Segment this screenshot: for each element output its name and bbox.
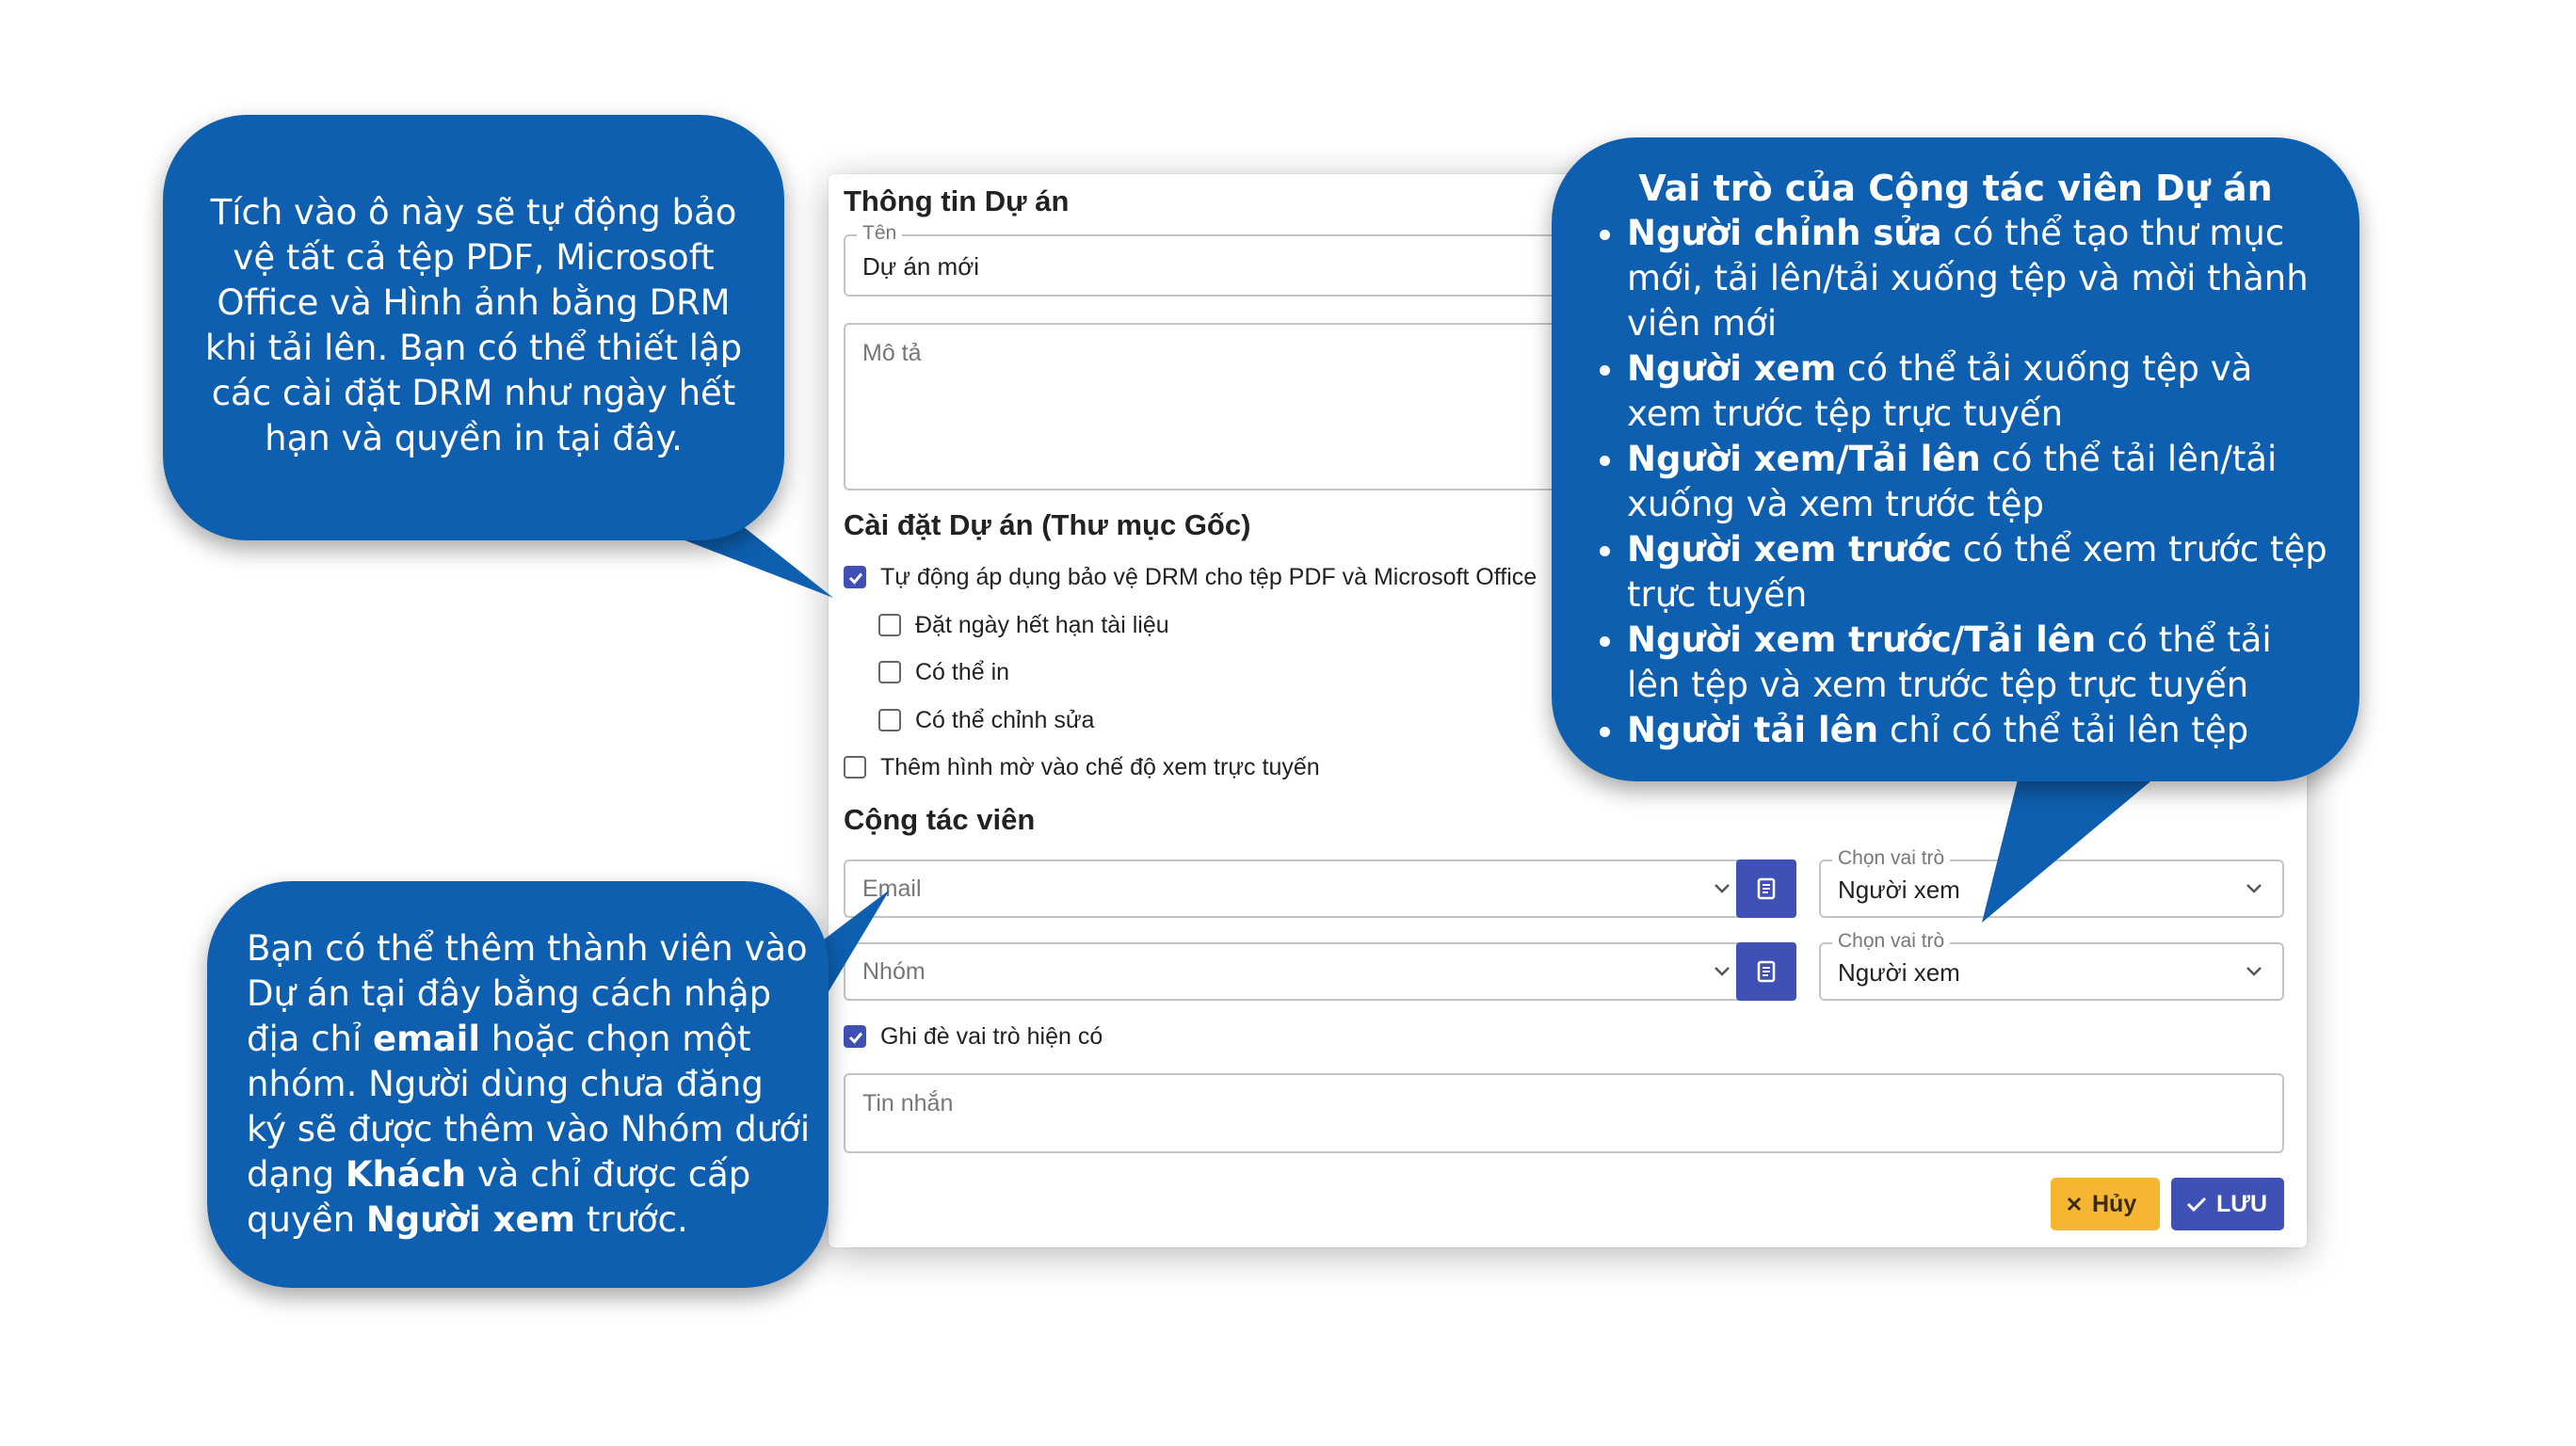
role-item: • Người xem có thể tải xuống tệp và xem trước tệp trực tuyến [1627, 346, 2335, 437]
contact-list-icon [1754, 876, 1779, 901]
role-item: • Người xem trước/Tải lên có thể tải lên tệp và xem trước tệp trực tuyến [1627, 618, 2335, 708]
chevron-down-icon [1711, 877, 1733, 900]
chevron-down-icon [2243, 877, 2265, 900]
chevron-down-icon [1711, 960, 1733, 983]
email-placeholder: Email [862, 876, 922, 902]
drm-callout-text: Tích vào ô này sẽ tự động bảo vệ tất cả tệp PDF, Microsoft Office và Hình ảnh bằng DRM khi tải lên. Bạn có thể thiết lập các cài đặt DRM như ngày hết hạn và quyền in tại đây. [204, 192, 743, 458]
name-label: Tên [857, 222, 902, 245]
email-select[interactable] [844, 860, 1752, 918]
save-button[interactable] [2171, 1178, 2284, 1230]
project-info-title: Thông tin Dự án [844, 185, 1070, 217]
role-item: • Người tải lên chỉ có thể tải lên tệp [1627, 708, 2335, 753]
roles-callout-title: Vai trò của Cộng tác viên Dự án [1638, 168, 2273, 209]
email-role-value: Người xem [1838, 876, 1960, 904]
drm-callout [163, 115, 784, 540]
members-callout-text: Bạn có thể thêm thành viên vào Dự án tại đây bằng cách nhập địa chỉ email hoặc chọn một nhóm. Người dùng chưa đăng ký sẽ được thêm vào Nhóm dưới dạng Khách và chỉ được cấp quyền Người xem trước. [247, 928, 811, 1240]
override-role-label: Ghi đè vai trò hiện có [880, 1023, 1103, 1050]
role-item: • Người xem trước có thể xem trước tệp trực tuyến [1627, 527, 2335, 618]
group-list-button[interactable] [1736, 942, 1796, 1001]
roles-callout [1552, 137, 2359, 781]
expiry-date-checkbox[interactable] [878, 614, 901, 636]
message-placeholder: Tin nhắn [862, 1090, 954, 1117]
check-icon [847, 570, 864, 586]
group-role-label: Chọn vai trò [1832, 930, 1950, 953]
cancel-label: Hủy [2092, 1190, 2137, 1217]
group-role-value: Người xem [1838, 958, 1960, 987]
group-role-select[interactable] [1819, 930, 2284, 1001]
chevron-down-icon [2243, 960, 2265, 983]
can-print-checkbox[interactable] [878, 661, 901, 683]
message-field[interactable] [844, 1073, 2284, 1153]
can-edit-checkbox[interactable] [878, 709, 901, 731]
roles-list [1591, 211, 2335, 753]
cancel-button[interactable] [2051, 1178, 2160, 1230]
group-select[interactable] [844, 942, 1752, 1001]
override-role-checkbox[interactable] [844, 1025, 866, 1048]
email-contacts-button[interactable] [1736, 860, 1796, 918]
members-callout [207, 881, 829, 1288]
group-placeholder: Nhóm [862, 958, 926, 985]
can-print-label: Có thể in [915, 659, 1010, 685]
role-item: • Người chỉnh sửa có thể tạo thư mục mới, tải lên/tải xuống tệp và mời thành viên mới [1627, 211, 2335, 346]
contact-list-icon [1754, 959, 1779, 984]
watermark-checkbox[interactable] [844, 756, 866, 779]
save-label: LƯU [2216, 1190, 2268, 1217]
settings-title: Cài đặt Dự án (Thư mục Gốc) [844, 508, 1251, 541]
description-placeholder: Mô tả [862, 340, 922, 366]
role-item: • Người xem/Tải lên có thể tải lên/tải xuống và xem trước tệp [1627, 437, 2335, 527]
collaborators-title: Cộng tác viên [844, 803, 1036, 836]
email-role-label: Chọn vai trò [1832, 847, 1950, 870]
can-edit-label: Có thể chỉnh sửa [915, 707, 1095, 733]
expiry-date-label: Đặt ngày hết hạn tài liệu [915, 612, 1169, 638]
check-icon [847, 1029, 864, 1046]
name-value: Dự án mới [862, 252, 980, 281]
drm-auto-label: Tự động áp dụng bảo vệ DRM cho tệp PDF và Microsoft Office [880, 564, 1538, 590]
watermark-label: Thêm hình mờ vào chế độ xem trực tuyến [880, 754, 1320, 780]
check-icon [2186, 1196, 2207, 1213]
close-icon [2066, 1196, 2083, 1213]
